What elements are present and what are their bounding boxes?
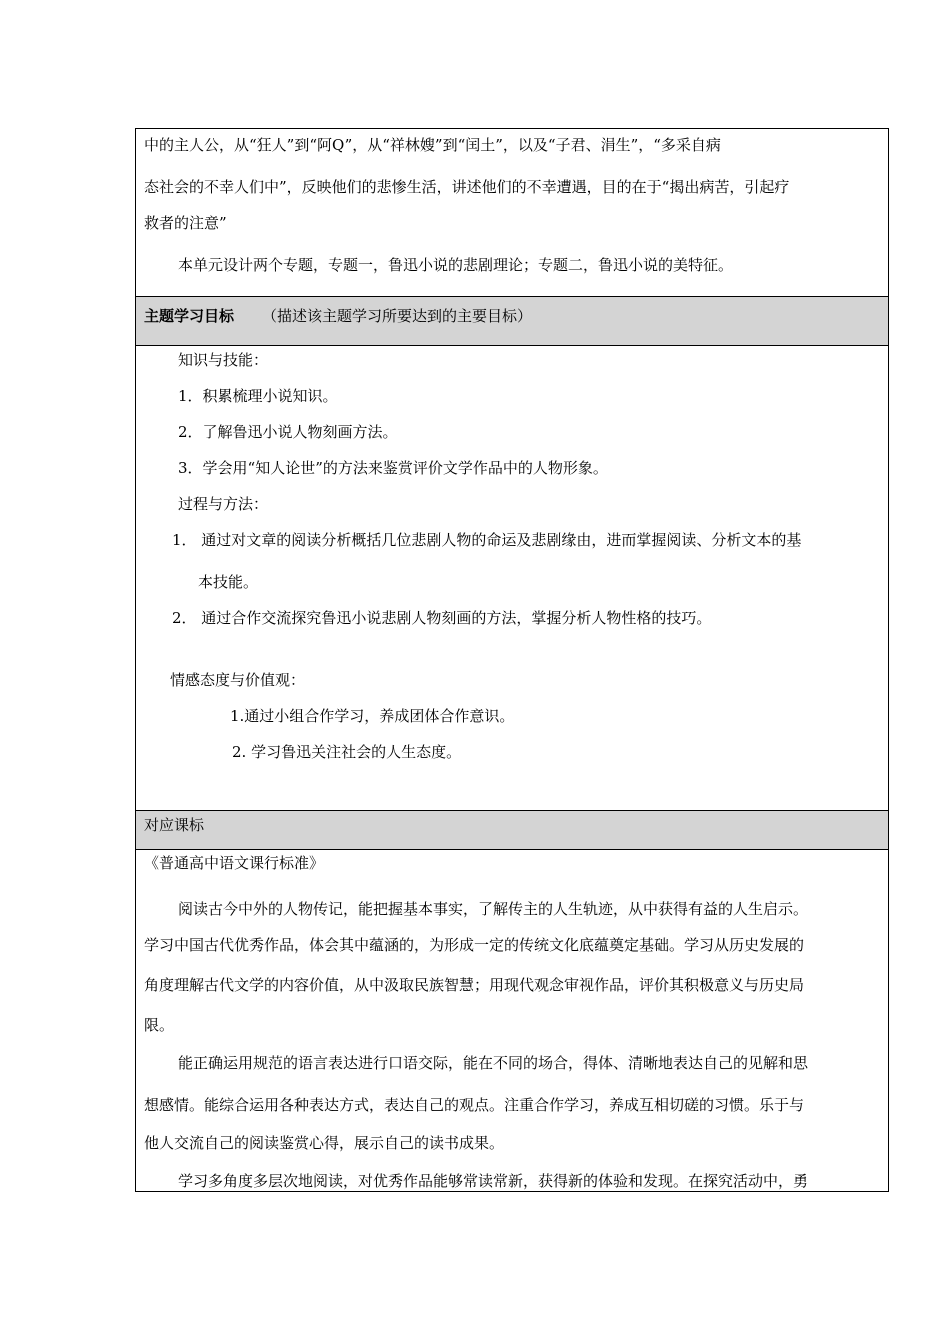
intro-line: 本单元设计两个专题，专题一，鲁迅小说的悲剧理论；专题二，鲁迅小说的美特征。	[178, 256, 734, 274]
standards-line: 想感情。能综合运用各种表达方式，表达自己的观点。注重合作学习，养成互相切磋的习惯。乐于与	[144, 1096, 805, 1114]
goals-line: 情感态度与价值观：	[170, 671, 306, 689]
intro-section	[136, 129, 888, 297]
goals-line: 1.通过小组合作学习，养成团体合作意识。	[230, 707, 515, 725]
intro-line: 态社会的不幸人们中”，反映他们的悲惨生活，讲述他们的不幸遭遇，目的在于“揭出病苦，引起疗	[144, 178, 790, 196]
standards-line: 限。	[144, 1016, 175, 1034]
standards-header-title: 对应课标	[144, 816, 205, 834]
intro-line: 救者的注意”	[144, 214, 227, 232]
goals-line: 本技能。	[198, 573, 259, 591]
lesson-plan-table	[135, 128, 889, 1192]
standards-line: 《普通高中语文课行标准》	[144, 854, 325, 872]
standards-line: 阅读古今中外的人物传记，能把握基本事实，了解传主的人生轨迹，从中获得有益的人生启示。	[178, 900, 809, 918]
standards-line: 角度理解古代文学的内容价值，从中汲取民族智慧；用现代观念审视作品，评价其积极意义与历史局	[144, 976, 805, 994]
goals-line: 1．积累梳理小说知识。	[178, 387, 338, 405]
goals-line: 3．学会用“知人论世”的方法来鉴赏评价文学作品中的人物形象。	[178, 459, 608, 477]
goals-section	[136, 346, 888, 810]
standards-line: 学习多角度多层次地阅读，对优秀作品能够常读常新，获得新的体验和发现。在探究活动中，勇	[178, 1172, 809, 1190]
goals-line: 1． 通过对文章的阅读分析概括几位悲剧人物的命运及悲剧缘由，进而掌握阅读、分析文本的基	[172, 531, 802, 549]
standards-line: 他人交流自己的阅读鉴赏心得，展示自己的读书成果。	[144, 1134, 505, 1152]
goals-header	[136, 296, 888, 346]
goals-header-note: （描述该主题学习所要达到的主要目标）	[262, 307, 533, 325]
goals-line: 2． 通过合作交流探究鲁迅小说悲剧人物刻画的方法，掌握分析人物性格的技巧。	[172, 609, 712, 627]
standards-line: 能正确运用规范的语言表达进行口语交际，能在不同的场合，得体、清晰地表达自己的见解和思	[178, 1054, 809, 1072]
standards-header	[136, 810, 888, 850]
intro-line: 中的主人公，从“狂人”到“阿Q”，从“祥林嫂”到“闰土”，以及“子君、涓生”，“多采自病	[144, 136, 721, 154]
goals-header-title: 主题学习目标	[144, 307, 235, 325]
goals-line: 过程与方法：	[178, 495, 269, 513]
goals-line: 2. 学习鲁迅关注社会的人生态度。	[232, 743, 462, 761]
goals-line: 知识与技能：	[178, 351, 269, 369]
standards-section	[136, 850, 888, 1192]
goals-line: 2．了解鲁迅小说人物刻画方法。	[178, 423, 398, 441]
standards-line: 学习中国古代优秀作品，体会其中蕴涵的，为形成一定的传统文化底蕴奠定基础。学习从历史发展的	[144, 936, 805, 954]
